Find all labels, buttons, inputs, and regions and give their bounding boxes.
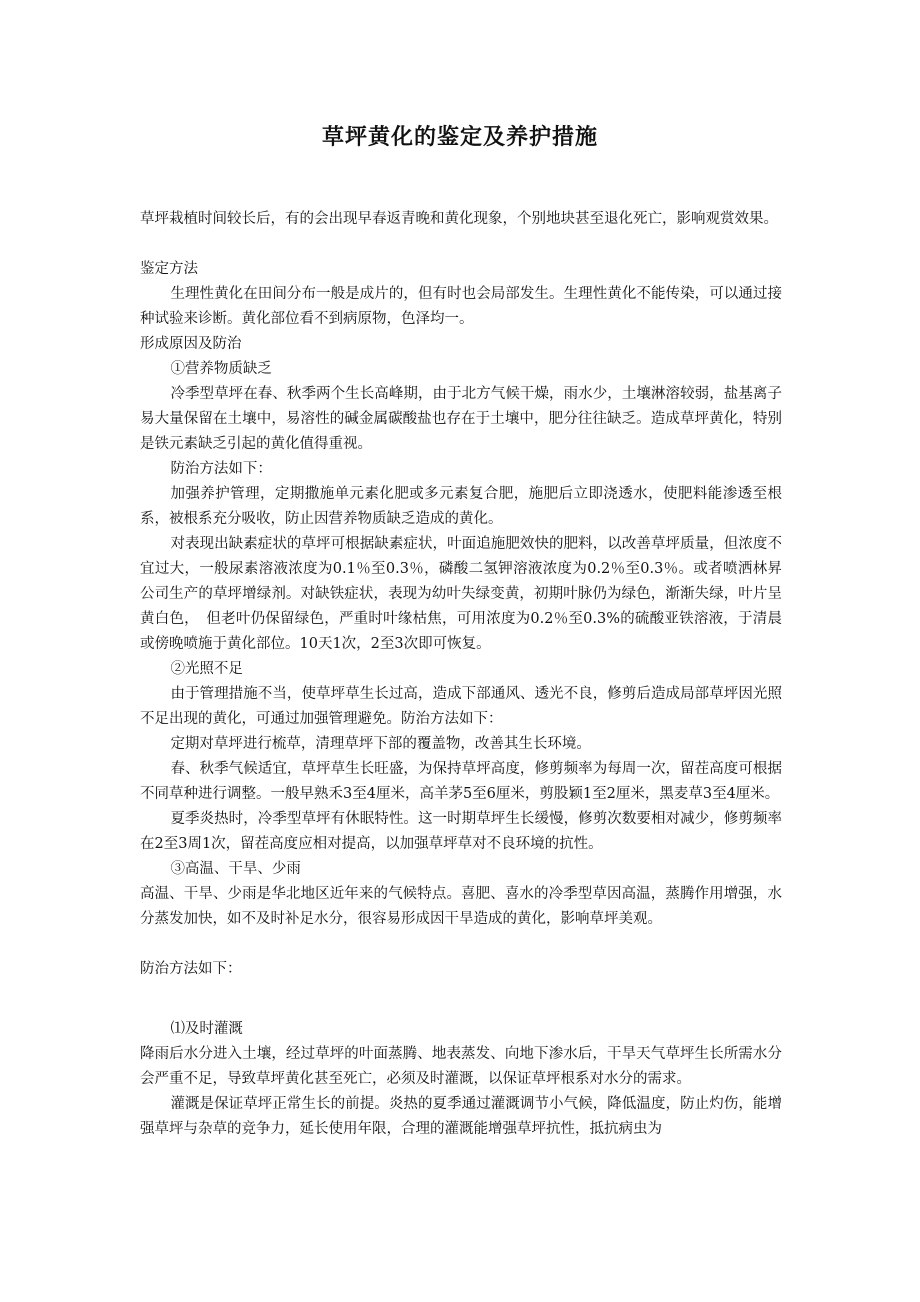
- section-heading-causes: 形成原因及防治: [140, 336, 242, 352]
- paragraph: 防治方法如下：: [140, 961, 242, 977]
- paragraph: 对表现出缺素症状的草坪可根据缺素症状，叶面追施肥效快的肥料，以改善草坪质量，但浓度不宜过大，一般尿素溶液浓度为0.1％至0.3％，磷酸二氢钾溶液浓度为0.2％至0.3％。或者喷洒林昇公司生产的草坪增绿剂。对缺铁症状，表现为幼叶失绿变黄，初期叶脉仍为绿色，渐渐失绿，叶片呈黄白色， 但老叶仍保留绿色，严重时叶缘枯焦，可用浓度为0.2％至0.3%的硫酸亚铁溶液，于清晨或傍晚喷施于黄化部位。10天1次，2至3次即可恢复。: [140, 536, 782, 652]
- intro-paragraph: 草坪栽植时间较长后，有的会出现早春返青晚和黄化现象，个别地块甚至退化死亡，影响观赏效果。: [140, 211, 778, 227]
- paragraph: 夏季炎热时，冷季型草坪有休眠特性。这一时期草坪生长缓慢，修剪次数要相对减少，修剪频率在2至3周1次，留茬高度应相对提高，以加强草坪草对不良环境的抗性。: [140, 811, 782, 852]
- subheading-timely-irrigation: ⑴及时灌溉: [170, 1021, 243, 1037]
- spacer: [140, 232, 782, 257]
- subheading-nutrient-deficiency: ①营养物质缺乏: [170, 361, 272, 377]
- paragraph: 冷季型草坪在春、秋季两个生长高峰期，由于北方气候干燥，雨水少，土壤淋溶较弱，盐基离子易大量保留在土壤中，易溶性的碱金属碳酸盐也存在于土壤中，肥分往往缺乏。造成草坪黄化，特别是铁元素缺乏引起的黄化值得重视。: [140, 386, 782, 452]
- paragraph: 高温、干旱、少雨是华北地区近年来的气候特点。喜肥、喜水的冷季型草因高温，蒸腾作用增强，水分蒸发加快，如不及时补足水分，很容易形成因干旱造成的黄化，影响草坪美观。: [140, 886, 782, 927]
- document-title: 草坪黄化的鉴定及养护措施: [321, 124, 598, 150]
- section-heading-identification: 鉴定方法: [140, 261, 198, 277]
- subheading-insufficient-light: ②光照不足: [170, 661, 243, 677]
- spacer: [140, 932, 782, 957]
- subheading-high-temperature-drought: ③高温、干旱、少雨: [170, 861, 301, 877]
- paragraph: 灌溉是保证草坪正常生长的前提。炎热的夏季通过灌溉调节小气候，降低温度，防止灼伤，能增强草坪与杂草的竞争力，延长使用年限，合理的灌溉能增强草坪抗性，抵抗病虫为: [140, 1096, 782, 1137]
- paragraph: 春、秋季气候适宜，草坪草生长旺盛，为保持草坪高度，修剪频率为每周一次，留茬高度可根据不同草种进行调整。一般早熟禾3至4厘米，高羊茅5至6厘米，剪股颖1至2厘米，黑麦草3至4厘米。: [140, 761, 782, 802]
- paragraph: 加强养护管理，定期撒施单元素化肥或多元素复合肥，施肥后立即浇透水，使肥料能渗透至根系，被根系充分吸收，防止因营养物质缺乏造成的黄化。: [140, 486, 782, 527]
- paragraph: 由于管理措施不当，使草坪草生长过高，造成下部通风、透光不良，修剪后造成局部草坪因光照不足出现的黄化，可通过加强管理避免。防治方法如下：: [140, 686, 782, 727]
- spacer: [140, 982, 782, 1017]
- paragraph: 生理性黄化在田间分布一般是成片的，但有时也会局部发生。生理性黄化不能传染，可以通过接种试验来诊断。黄化部位看不到病原物，色泽均一。: [140, 286, 782, 327]
- document-body: [140, 207, 782, 1142]
- paragraph: 降雨后水分进入土壤，经过草坪的叶面蒸腾、地表蒸发、向地下渗水后，干旱天气草坪生长所需水分会严重不足，导致草坪黄化甚至死亡，必须及时灌溉，以保证草坪根系对水分的需求。: [140, 1046, 782, 1087]
- paragraph: 防治方法如下：: [170, 461, 272, 477]
- paragraph: 定期对草坪进行梳草，清理草坪下部的覆盖物，改善其生长环境。: [170, 736, 591, 752]
